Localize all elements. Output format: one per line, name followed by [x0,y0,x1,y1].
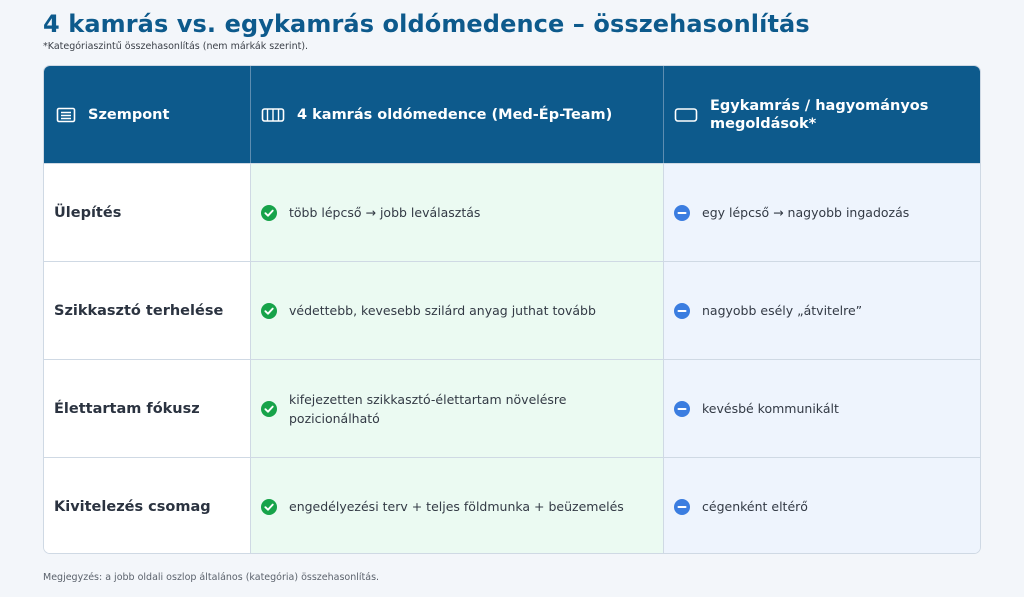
check-circle-icon [261,401,277,417]
check-circle-icon [261,303,277,319]
page-subtitle: *Kategóriaszintű összehasonlítás (nem márkák szerint). [43,41,309,52]
single-chamber-cell [663,458,981,554]
check-circle-icon [261,205,277,221]
table-row [44,163,981,261]
minus-circle-icon [674,205,690,221]
table-row [44,261,981,359]
box-icon [674,107,698,123]
chambers-icon [261,107,285,123]
aspect-cell: Kivitelezés csomag [44,458,250,554]
page-title: 4 kamrás vs. egykamrás oldómedence – összehasonlítás [43,10,810,38]
single-chamber-cell [663,262,981,359]
minus-circle-icon [674,499,690,515]
aspect-cell: Élettartam fókusz [44,360,250,457]
minus-circle-icon [674,303,690,319]
aspect-cell: Szikkasztó terhelése [44,262,250,359]
footnote: Megjegyzés: a jobb oldali oszlop általános (kategória) összehasonlítás. [43,572,380,583]
four-chamber-text: engedélyezési terv + teljes földmunka + beüzemelés [289,499,624,514]
table-row [44,457,981,554]
single-chamber-text: nagyobb esély „átvitelre” [702,303,863,318]
single-chamber-text: egy lépcső → nagyobb ingadozás [702,205,910,220]
header-single-chamber [663,66,981,163]
header-four-chamber [250,66,663,163]
single-chamber-text: cégenként eltérő [702,499,808,514]
header-aspect-label: Szempont [88,106,170,123]
header-four-chamber-label: 4 kamrás oldómedence (Med-Ép-Team) [297,106,613,123]
four-chamber-cell [250,262,663,359]
minus-circle-icon [674,401,690,417]
header-aspect [44,66,250,163]
single-chamber-cell [663,360,981,457]
four-chamber-text: több lépcső → jobb leválasztás [289,205,481,220]
single-chamber-text: kevésbé kommunikált [702,401,839,416]
four-chamber-text: kifejezetten szikkasztó-élettartam növelésre pozicionálható [289,391,567,426]
single-chamber-cell [663,164,981,261]
list-icon [56,107,76,123]
table-row [44,359,981,457]
check-circle-icon [261,499,277,515]
comparison-table [43,65,981,554]
aspect-cell: Ülepítés [44,164,250,261]
table-header-row [44,66,981,163]
four-chamber-cell [250,360,663,457]
four-chamber-text: védettebb, kevesebb szilárd anyag juthat tovább [289,303,596,318]
four-chamber-cell [250,164,663,261]
four-chamber-cell [250,458,663,554]
header-single-chamber-label: Egykamrás / hagyományos megoldások* [710,97,929,132]
